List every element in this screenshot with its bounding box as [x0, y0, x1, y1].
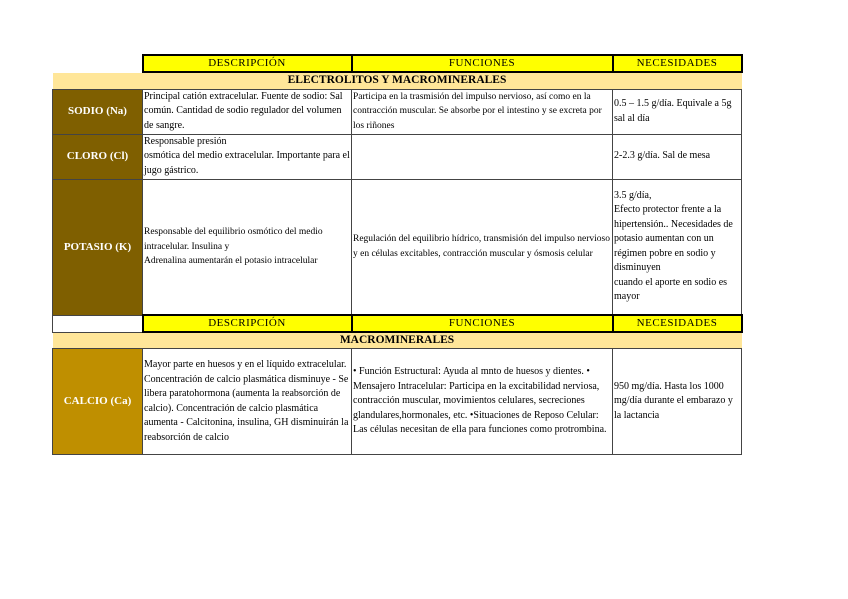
- descripcion-cell: Principal catión extracelular. Fuente de sodio: Sal común. Cantidad de sodio regulador del volumen de sangre.: [143, 89, 352, 134]
- necesidades-cell: 0.5 – 1.5 g/día. Equivale a 5g sal al día: [613, 89, 742, 134]
- section-row-2: [53, 332, 742, 349]
- header-funciones: FUNCIONES: [352, 55, 613, 72]
- section-title: ELECTROLITOS Y MACROMINERALES: [53, 72, 742, 89]
- header-necesidades: NECESIDADES: [613, 55, 742, 72]
- funciones-cell: [352, 134, 613, 179]
- necesidades-cell: 2-2.3 g/día. Sal de mesa: [613, 134, 742, 179]
- funciones-cell: • Función Estructural: Ayuda al mnto de huesos y dientes. • Mensajero Intracelular: Participa en la excitabilidad nerviosa, contracción muscular, movimientos celulares, secreciones glandulares,hormonales, etc. •Situaciones de Reposo Celular: Las células necesitan de ella para funciones como protrombina.: [352, 349, 613, 455]
- blank-cell: [53, 315, 143, 332]
- mineral-label: CALCIO (Ca): [53, 349, 143, 455]
- mineral-label: SODIO (Na): [53, 89, 143, 134]
- descripcion-cell: Responsable del equilibrio osmótico del medio intracelular. Insulina y Adrenalina aumentarán el potasio intracelular: [143, 179, 352, 315]
- header-necesidades: NECESIDADES: [613, 315, 742, 332]
- descripcion-cell: Mayor parte en huesos y en el líquido extracelular. Concentración de calcio plasmática disminuye - Se libera paratohormona (aumenta la reabsorción de calcio). Concentración de calcio plasmática aumenta - Calcitonina, insulina, GH disminuirán la reabsorción de calcio: [143, 349, 352, 455]
- header-row-2: [53, 315, 742, 332]
- header-funciones: FUNCIONES: [352, 315, 613, 332]
- table-row-cloro: [53, 134, 742, 179]
- descripcion-cell: Responsable presión osmótica del medio extracelular. Importante para el jugo gástrico.: [143, 134, 352, 179]
- table-row-potasio: [53, 179, 742, 315]
- blank-cell: [53, 55, 143, 72]
- table-row-sodio: [53, 89, 742, 134]
- header-descripcion: DESCRIPCIÓN: [143, 55, 352, 72]
- funciones-cell: Regulación del equilibrio hídrico, transmisión del impulso nervioso y en células excitables, contracción muscular y ósmosis celular: [352, 179, 613, 315]
- minerals-table: [52, 54, 743, 455]
- mineral-label: CLORO (Cl): [53, 134, 143, 179]
- mineral-label: POTASIO (K): [53, 179, 143, 315]
- funciones-cell: Participa en la trasmisión del impulso nervioso, así como en la contracción muscular. Se absorbe por el intestino y se excreta por los riñones: [352, 89, 613, 134]
- header-row: [53, 55, 742, 72]
- section-row: [53, 72, 742, 89]
- table-row-calcio: [53, 349, 742, 455]
- necesidades-cell: 950 mg/día. Hasta los 1000 mg/día durante el embarazo y la lactancia: [613, 349, 742, 455]
- header-descripcion: DESCRIPCIÓN: [143, 315, 352, 332]
- necesidades-cell: 3.5 g/día, Efecto protector frente a la hipertensión.. Necesidades de potasio aumentan con un régimen pobre en sodio y disminuyen cuando el aporte en sodio es mayor: [613, 179, 742, 315]
- section-title: MACROMINERALES: [53, 332, 742, 349]
